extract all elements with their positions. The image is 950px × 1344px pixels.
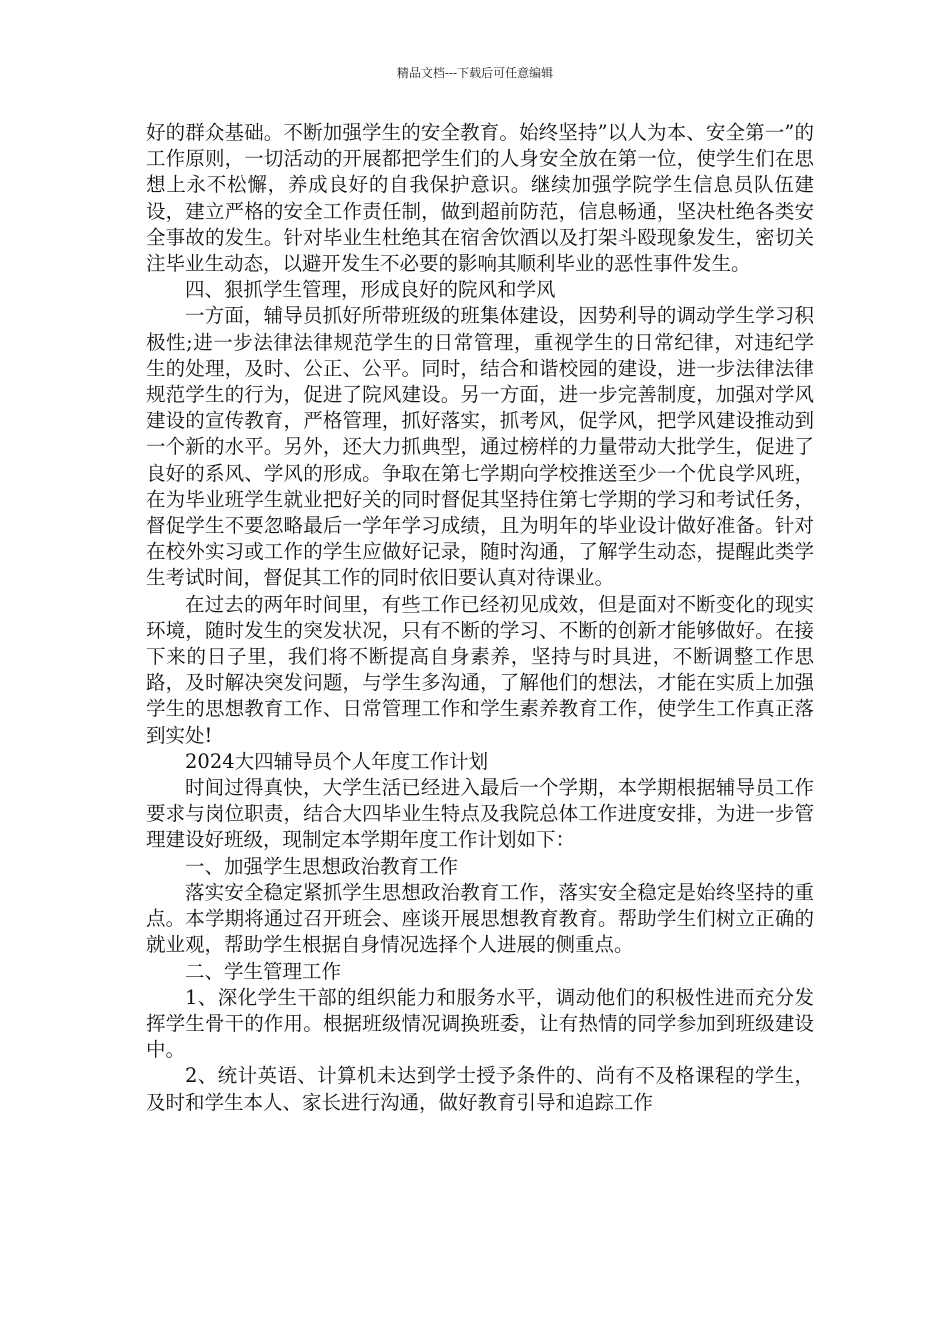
paragraph-class-building: 一方面，辅导员抓好所带班级的班集体建设，因势利导的调动学生学习积极性;进一步法律法律规范学生的日常管理，重视学生的日常纪律，对违纪学生的处理，及时、公正、公平。同时，结合和谐校园的建设，进一步法律法律规范学生的行为，促进了院风建设。另一方面，进一步完善制度，加强对学风建设的宣传教育，严格管理，抓好落实，抓考风，促学风，把学风建设推动到一个新的水平。另外，还大力抓典型，通过榜样的力量带动大批学生，促进了良好的系风、学风的形成。争取在第七学期向学校推送至少一个优良学风班，在为毕业班学生就业把好关的同时督促其坚持住第七学期的学习和考试任务，督促学生不要忽略最后一学年学习成绩，且为明年的毕业设计做好准备。针对在校外实习或工作的学生应做好记录，随时沟通，了解学生动态，提醒此类学生考试时间，督促其工作的同时依旧要认真对待课业。 — [146, 304, 814, 590]
paragraph-summary: 在过去的两年时间里，有些工作已经初见成效，但是面对不断变化的现实环境，随时发生的突发状况，只有不断的学习、不断的创新才能够做好。在接下来的日子里，我们将不断提高自身素养，坚持与时具进，不断调整工作思路，及时解决突发问题，与学生多沟通，了解他们的想法，才能在实质上加强学生的思想教育工作、日常管理工作和学生素养教育工作，使学生工作真正落到实处! — [146, 592, 814, 747]
page-header-watermark: 精品文档---下载后可任意编辑 — [396, 66, 554, 80]
paragraph-safety-stability: 落实安全稳定紧抓学生思想政治教育工作，落实安全稳定是始终坚持的重点。本学期将通过召开班会、座谈开展思想教育教育。帮助学生们树立正确的就业观，帮助学生根据自身情况选择个人进展的侧重点。 — [146, 880, 814, 957]
document-body — [146, 120, 814, 1116]
list-item-cadre-ability: 1、深化学生干部的组织能力和服务水平，调动他们的积极性进而充分发挥学生骨干的作用。根据班级情况调换班委，让有热情的同学参加到班级建设中。 — [146, 985, 814, 1062]
list-item-degree-statistics: 2、统计英语、计算机未达到学士授予条件的、尚有不及格课程的学生，及时和学生本人、家长进行沟通，做好教育引导和追踪工作 — [146, 1064, 814, 1114]
document-title-2024-plan: 2024大四辅导员个人年度工作计划 — [185, 749, 489, 773]
paragraph-plan-intro: 时间过得真快，大学生活已经进入最后一个学期，本学期根据辅导员工作要求与岗位职责，结合大四毕业生特点及我院总体工作进度安排，为进一步管理建设好班级，现制定本学期年度工作计划如下： — [146, 776, 814, 852]
paragraph-safety-education: 好的群众基础。不断加强学生的安全教育。始终坚持”以人为本、安全第一”的工作原则，一切活动的开展都把学生们的人身安全放在第一位，使学生们在思想上永不松懈，养成良好的自我保护意识。继续加强学院学生信息员队伍建设，建立严格的安全工作责任制，做到超前防范，信息畅通，坚决杜绝各类安全事故的发生。针对毕业生杜绝其在宿舍饮酒以及打架斗殴现象发生，密切关注毕业生动态，以避开发生不必要的影响其顺利毕业的恶性事件发生。 — [146, 121, 814, 276]
section-heading-student-work: 二、学生管理工作 — [185, 959, 342, 983]
section-heading-political-education: 一、加强学生思想政治教育工作 — [185, 854, 459, 878]
section-heading-student-management: 四、狠抓学生管理，形成良好的院风和学风 — [185, 278, 556, 302]
